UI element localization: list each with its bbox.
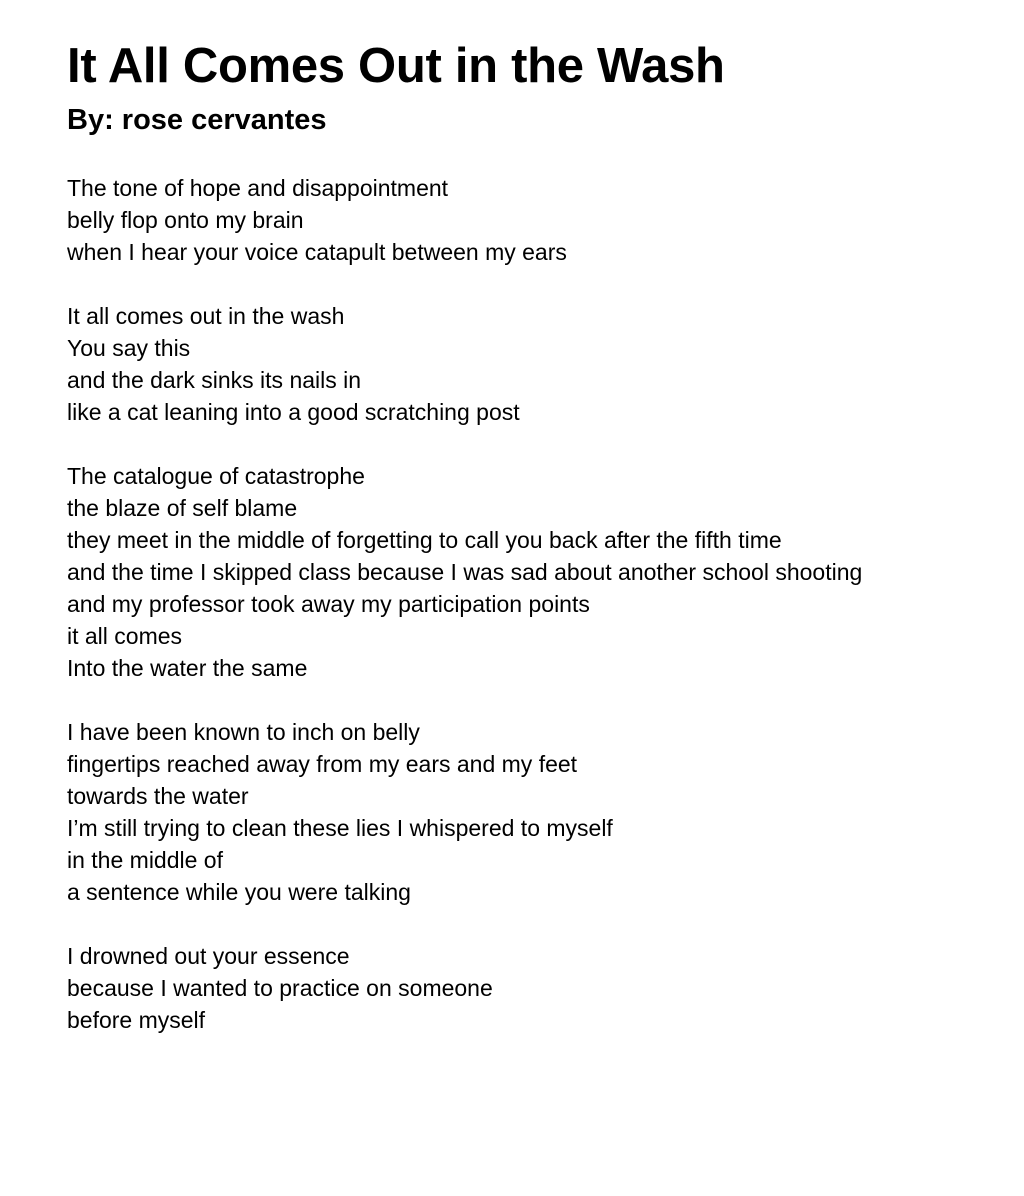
stanza-3: [67, 460, 997, 684]
stanza-2: [67, 300, 997, 428]
poem-line: and the time I skipped class because I was sad about another school shooting: [67, 559, 863, 585]
poem-line: The catalogue of catastrophe: [67, 463, 365, 489]
poem-line: Into the water the same: [67, 655, 308, 681]
poem-line: I drowned out your essence: [67, 943, 350, 969]
poem-line: because I wanted to practice on someone: [67, 975, 493, 1001]
poem-line: when I hear your voice catapult between my ears: [67, 239, 567, 265]
poem-byline: By: rose cervantes: [67, 104, 327, 136]
poem-line: they meet in the middle of forgetting to call you back after the fifth time: [67, 527, 782, 553]
poem-body: [67, 172, 997, 1036]
poem-page: [67, 36, 997, 1068]
poem-line: I’m still trying to clean these lies I whispered to myself: [67, 815, 613, 841]
poem-line: the blaze of self blame: [67, 495, 298, 521]
poem-line: in the middle of: [67, 847, 223, 873]
poem-title: It All Comes Out in the Wash: [67, 39, 725, 93]
poem-line: belly flop onto my brain: [67, 207, 304, 233]
poem-line: and my professor took away my participation points: [67, 591, 590, 617]
poem-line: towards the water: [67, 783, 249, 809]
poem-line: fingertips reached away from my ears and my feet: [67, 751, 578, 777]
poem-line: a sentence while you were talking: [67, 879, 411, 905]
poem-line: before myself: [67, 1007, 206, 1033]
stanza-4: [67, 716, 997, 908]
poem-line: and the dark sinks its nails in: [67, 367, 362, 393]
poem-line: It all comes out in the wash: [67, 303, 345, 329]
poem-line: You say this: [67, 335, 191, 361]
poem-line: like a cat leaning into a good scratching post: [67, 399, 520, 425]
stanza-5: [67, 940, 997, 1036]
poem-line: it all comes: [67, 623, 183, 649]
poem-line: I have been known to inch on belly: [67, 719, 420, 745]
poem-line: The tone of hope and disappointment: [67, 175, 449, 201]
stanza-1: [67, 172, 997, 268]
